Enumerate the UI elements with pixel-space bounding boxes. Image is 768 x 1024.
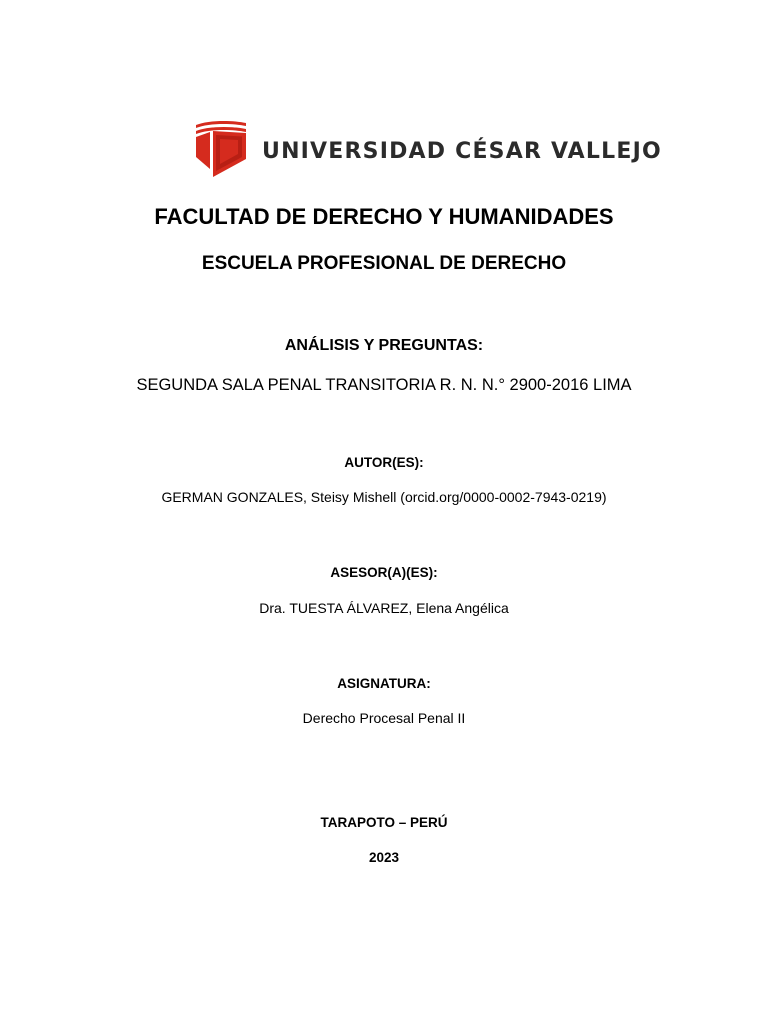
university-name: UNIVERSIDAD CÉSAR VALLEJO [262, 138, 662, 164]
faculty-title: FACULTAD DE DERECHO Y HUMANIDADES [154, 204, 614, 229]
subject-value: Derecho Procesal Penal II [302, 710, 466, 726]
analysis-heading: ANÁLISIS Y PREGUNTAS: [284, 337, 484, 354]
school-title: ESCUELA PROFESIONAL DE DERECHO [201, 253, 567, 274]
university-logo [194, 119, 662, 179]
subject-heading: ASIGNATURA: [337, 676, 431, 691]
advisor-heading: ASESOR(A)(ES): [330, 565, 438, 580]
advisor-value: Dra. TUESTA ÁLVAREZ, Elena Angélica [259, 600, 509, 616]
year-text: 2023 [368, 850, 400, 865]
place-text: TARAPOTO – PERÚ [320, 815, 448, 830]
ucv-shield-icon [194, 119, 248, 179]
author-value: GERMAN GONZALES, Steisy Mishell (orcid.org/0000-0002-7943-0219) [161, 489, 607, 505]
author-heading: AUTOR(ES): [344, 455, 424, 470]
analysis-value: SEGUNDA SALA PENAL TRANSITORIA R. N. N.° 2900-2016 LIMA [136, 376, 632, 394]
